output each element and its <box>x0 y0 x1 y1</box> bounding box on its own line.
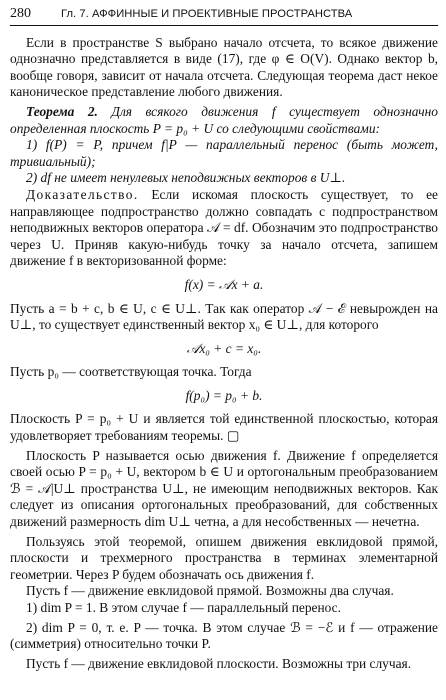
paragraph-origin: Если в пространстве S выбрано начало отсчета, то всякое движение однозначно представляется в виде (17), где φ ∈ O(V). Однако вектор b, вообще говоря, зависит от начала отсчета. Следующая теорема даст некое каноническое представление любого движения. <box>10 34 438 100</box>
paragraph-plane-case: Пусть f — движение евклидовой плоскости. Возможны три случая. <box>26 655 412 671</box>
running-title: Гл. 7. АФФИННЫЕ И ПРОЕКТИВНЫЕ ПРОСТРАНСТВА <box>61 8 353 20</box>
formula-translation: f(p₀) = p₀ + b. <box>185 387 263 403</box>
paragraph-decomposition: Пусть a = b + c, b ∈ U, c ∈ U⊥. Так как оператор 𝒜 − ℰ невырожден на U⊥, то существует единственный вектор x₀ ∈ U⊥, для которого <box>10 300 438 333</box>
theorem-text: Для всякого движения f существует однозначно определенная плоскость P = p₀ + U со следующими свойствами: <box>10 103 438 136</box>
proof <box>10 187 438 270</box>
case-2: 2) dim P = 0, т. е. P — точка. В этом случае ℬ = −ℰ и f — отражение (симметрия) относительно точки P. <box>10 619 438 652</box>
formula-vectorized: f(x) = 𝒜x + a. <box>184 276 264 292</box>
page-header <box>10 6 438 26</box>
theorem-statement <box>10 104 438 137</box>
theorem-label: Теорема 2. <box>26 103 98 119</box>
paragraph-axis: Плоскость P называется осью движения f. Движение f определяется своей осью P = p₀ + U, вектором b ∈ U и ортогональным преобразованием ℬ = 𝒜|U⊥ пространства U⊥, не имеющим неподвижных векторов. Как следует из описания ортогональных преобразований, для собственных движений размерность dim U⊥ четна, а для несобственных — нечетна. <box>10 447 438 530</box>
paragraph-line: Пусть f — движение евклидовой прямой. Возможны два случая. <box>26 583 394 599</box>
page-number: 280 <box>10 6 31 21</box>
proof-text: Если искомая плоскость существует, то ее направляющее подпространство должно совпадать с подпространством неподвижных векторов оператора 𝒜 = df. Обозначим это подпространство через U. Приняв какую-нибудь точку за начало отсчета, запишем движение f в векторизованной форме: <box>10 186 438 269</box>
theorem-item-2: 2) df не имеет ненулевых неподвижных векторов в U⊥. <box>26 170 346 186</box>
paragraph-plane: Плоскость P = p₀ + U и является той единственной плоскостью, которая удовлетворяет требованиям теоремы. ▢ <box>10 411 438 444</box>
paragraph-point: Пусть p₀ — соответствующая точка. Тогда <box>10 364 252 380</box>
theorem-item-1: 1) f(P) = P, причем f|P — параллельный перенос (быть может, тривиальный); <box>10 137 438 169</box>
case-1: 1) dim P = 1. В этом случае f — параллельный перенос. <box>26 600 341 615</box>
formula-fixed-point: 𝒜x₀ + c = x₀. <box>186 340 262 356</box>
paragraph-use: Пользуясь этой теоремой, опишем движения евклидовой прямой, плоскости и трехмерного пространства в терминах элементарной геометрии. Через P будем обозначать ось движения f. <box>10 533 438 582</box>
proof-label: Доказательство. <box>26 186 139 202</box>
